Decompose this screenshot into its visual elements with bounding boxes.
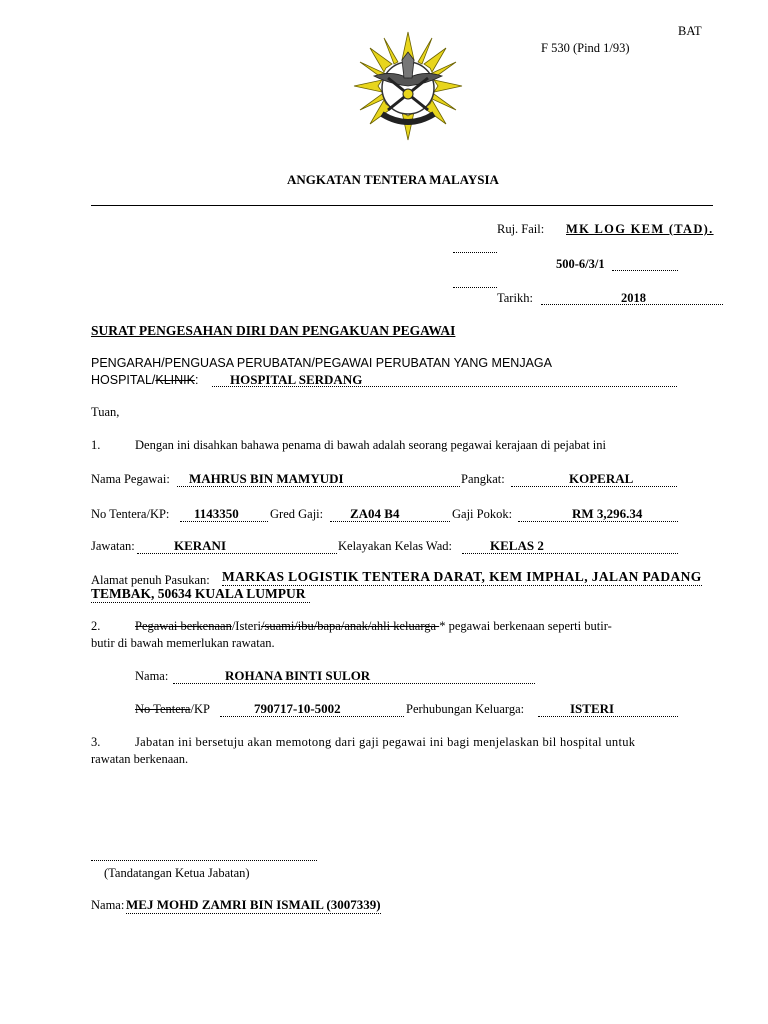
hospital-colon: : bbox=[194, 373, 199, 387]
gred-gaji-label: Gred Gaji: bbox=[270, 507, 324, 521]
patient-nama-value: ROHANA BINTI SULOR bbox=[225, 668, 371, 683]
para3-line-2: rawatan berkenaan. bbox=[91, 752, 189, 766]
pegawai-berkenaan-struck: Pegawai berkenaan bbox=[135, 619, 232, 633]
jawatan-value: KERANI bbox=[174, 538, 227, 553]
patient-kp-field bbox=[220, 701, 404, 717]
alamat-label: Alamat penuh Pasukan: bbox=[91, 573, 210, 587]
kelayakan-label: Kelayakan Kelas Wad: bbox=[338, 539, 452, 553]
para1-text: Dengan ini disahkan bahawa penama di bawah adalah seorang pegawai kerajaan di pejabat ini bbox=[135, 438, 606, 452]
para1-number: 1. bbox=[91, 438, 101, 452]
no-tentera-value: 1143350 bbox=[194, 506, 239, 521]
patient-nama-label: Nama: bbox=[135, 669, 169, 683]
gaji-pokok-field bbox=[518, 506, 678, 522]
ruj-fail-value-2: 500-6/3/1 bbox=[556, 257, 605, 271]
gaji-pokok-value: RM 3,296.34 bbox=[572, 506, 643, 521]
isteri-option: /Isteri bbox=[231, 619, 261, 633]
ruj-fail-label: Ruj. Fail: bbox=[497, 222, 545, 236]
salutation: Tuan, bbox=[91, 405, 120, 419]
armed-forces-crest-icon bbox=[352, 30, 464, 142]
no-tentera-label: No Tentera/KP: bbox=[91, 507, 170, 521]
letter-subject: SURAT PENGESAHAN DIRI DAN PENGAKUAN PEGAWAI bbox=[91, 323, 456, 338]
pangkat-label: Pangkat: bbox=[461, 472, 505, 486]
no-tentera-struck: No Tentera bbox=[135, 702, 191, 716]
para2-number: 2. bbox=[91, 619, 101, 633]
hubungan-value: ISTERI bbox=[570, 701, 615, 716]
jawatan-label: Jawatan: bbox=[91, 539, 135, 553]
ref-dotted-line bbox=[453, 244, 497, 253]
kelayakan-field bbox=[462, 538, 678, 554]
patient-kp-value: 790717-10-5002 bbox=[254, 701, 341, 716]
para3-line-1: Jabatan ini bersetuju akan memotong dari gaji pegawai ini bagi menjelaskan bil hospital untuk bbox=[135, 735, 636, 749]
header-divider bbox=[91, 205, 713, 206]
para3-number: 3. bbox=[91, 735, 101, 749]
addressee-line-1: PENGARAH/PENGUASA PERUBATAN/PEGAWAI PERUBATAN YANG MENJAGA bbox=[91, 356, 552, 370]
hubungan-field bbox=[538, 701, 678, 717]
gaji-pokok-label: Gaji Pokok: bbox=[452, 507, 513, 521]
nama-pegawai-label: Nama Pegawai: bbox=[91, 472, 170, 486]
patient-nama-field bbox=[173, 668, 535, 684]
klinik-struck: KLINIK bbox=[155, 373, 195, 387]
gred-gaji-value: ZA04 B4 bbox=[350, 506, 400, 521]
form-code: F 530 (Pind 1/93) bbox=[541, 41, 630, 55]
hubungan-label: Perhubungan Keluarga: bbox=[406, 702, 525, 716]
gred-gaji-field bbox=[330, 506, 450, 522]
signature-line bbox=[91, 850, 317, 861]
ref-dotted-line bbox=[612, 259, 678, 271]
hospital-field bbox=[212, 372, 677, 387]
hospital-prefix: HOSPITAL/ bbox=[91, 373, 156, 387]
alamat-value-line-2: TEMBAK, 50634 KUALA LUMPUR bbox=[91, 586, 310, 603]
jawatan-field bbox=[137, 538, 337, 554]
hospital-value: HOSPITAL SERDANG bbox=[230, 372, 363, 387]
no-tentera-field bbox=[180, 506, 268, 522]
signature-caption: (Tandatangan Ketua Jabatan) bbox=[104, 866, 250, 880]
family-options-struck: /suami/ibu/bapa/anak/ahli keluarga bbox=[261, 619, 440, 633]
patient-kp-label bbox=[135, 702, 210, 717]
addressee-line-2 bbox=[91, 373, 198, 387]
pangkat-value: KOPERAL bbox=[569, 471, 634, 486]
kp-label-text: /KP bbox=[190, 702, 210, 716]
alamat-value-line-1: MARKAS LOGISTIK TENTERA DARAT, KEM IMPHAL, JALAN PADANG bbox=[222, 569, 702, 584]
ruj-fail-value-1: MK LOG KEM (TAD). bbox=[566, 222, 714, 236]
bat-label: BAT bbox=[678, 24, 702, 38]
ref-dotted-line bbox=[453, 278, 497, 288]
tarikh-label: Tarikh: bbox=[497, 291, 533, 305]
nama-pegawai-value: MAHRUS BIN MAMYUDI bbox=[189, 471, 344, 486]
pangkat-field bbox=[511, 471, 677, 487]
kelayakan-value: KELAS 2 bbox=[490, 538, 544, 553]
para2-line-2: butir di bawah memerlukan rawatan. bbox=[91, 636, 275, 650]
nama-pegawai-field bbox=[177, 471, 460, 487]
para2-line-1 bbox=[135, 619, 612, 634]
signatory-nama-label: Nama: bbox=[91, 898, 125, 912]
para2-rest-1: * pegawai berkenaan seperti butir- bbox=[439, 619, 612, 633]
org-title: ANGKATAN TENTERA MALAYSIA bbox=[287, 172, 499, 187]
signatory-nama-value: MEJ MOHD ZAMRI BIN ISMAIL (3007339) bbox=[126, 897, 381, 912]
tarikh-value: 2018 bbox=[621, 291, 646, 305]
tarikh-field bbox=[541, 291, 723, 305]
